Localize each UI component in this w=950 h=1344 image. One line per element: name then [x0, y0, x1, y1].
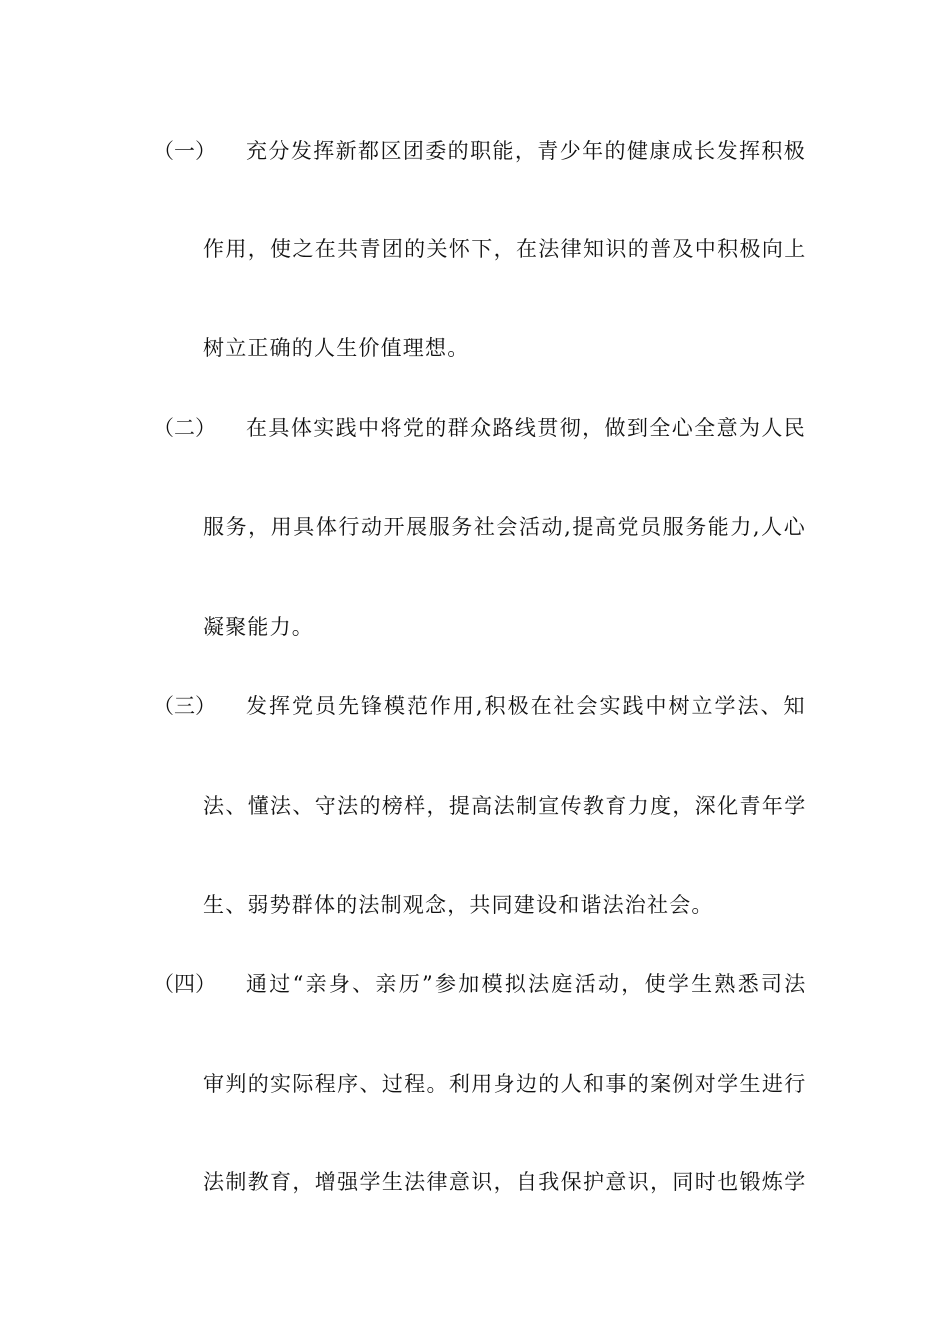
item-marker: （一） [153, 139, 216, 163]
item-marker: （四） [153, 972, 216, 996]
paragraph-line: 生、弱势群体的法制观念，共同建设和谐法治社会。 [203, 893, 714, 917]
paragraph-line: 发挥党员先锋模范作用,积极在社会实践中树立学法、知 [246, 694, 807, 718]
paragraph-line: 在具体实践中将党的群众路线贯彻，做到全心全意为人民 [246, 416, 807, 440]
paragraph-line: 作用，使之在共青团的关怀下，在法律知识的普及中积极向上 [203, 237, 807, 261]
paragraph-line: 法制教育，增强学生法律意识，自我保护意识，同时也锻炼学 [203, 1170, 807, 1194]
paragraph-line: 审判的实际程序、过程。利用身边的人和事的案例对学生进行 [203, 1072, 807, 1096]
paragraph-line: 树立正确的人生价值理想。 [203, 336, 470, 360]
paragraph-line: 服务，用具体行动开展服务社会活动,提高党员服务能力,人心 [203, 515, 807, 539]
paragraph-line: 凝聚能力。 [203, 615, 314, 639]
item-marker: （二） [153, 416, 216, 440]
paragraph-line: 充分发挥新都区团委的职能，青少年的健康成长发挥积极 [246, 139, 807, 163]
paragraph-line: 法、懂法、守法的榜样，提高法制宣传教育力度，深化青年学 [203, 794, 807, 818]
item-marker: （三） [153, 694, 216, 718]
paragraph-line: 通过“亲身、亲历”参加模拟法庭活动，使学生熟悉司法 [246, 972, 808, 996]
